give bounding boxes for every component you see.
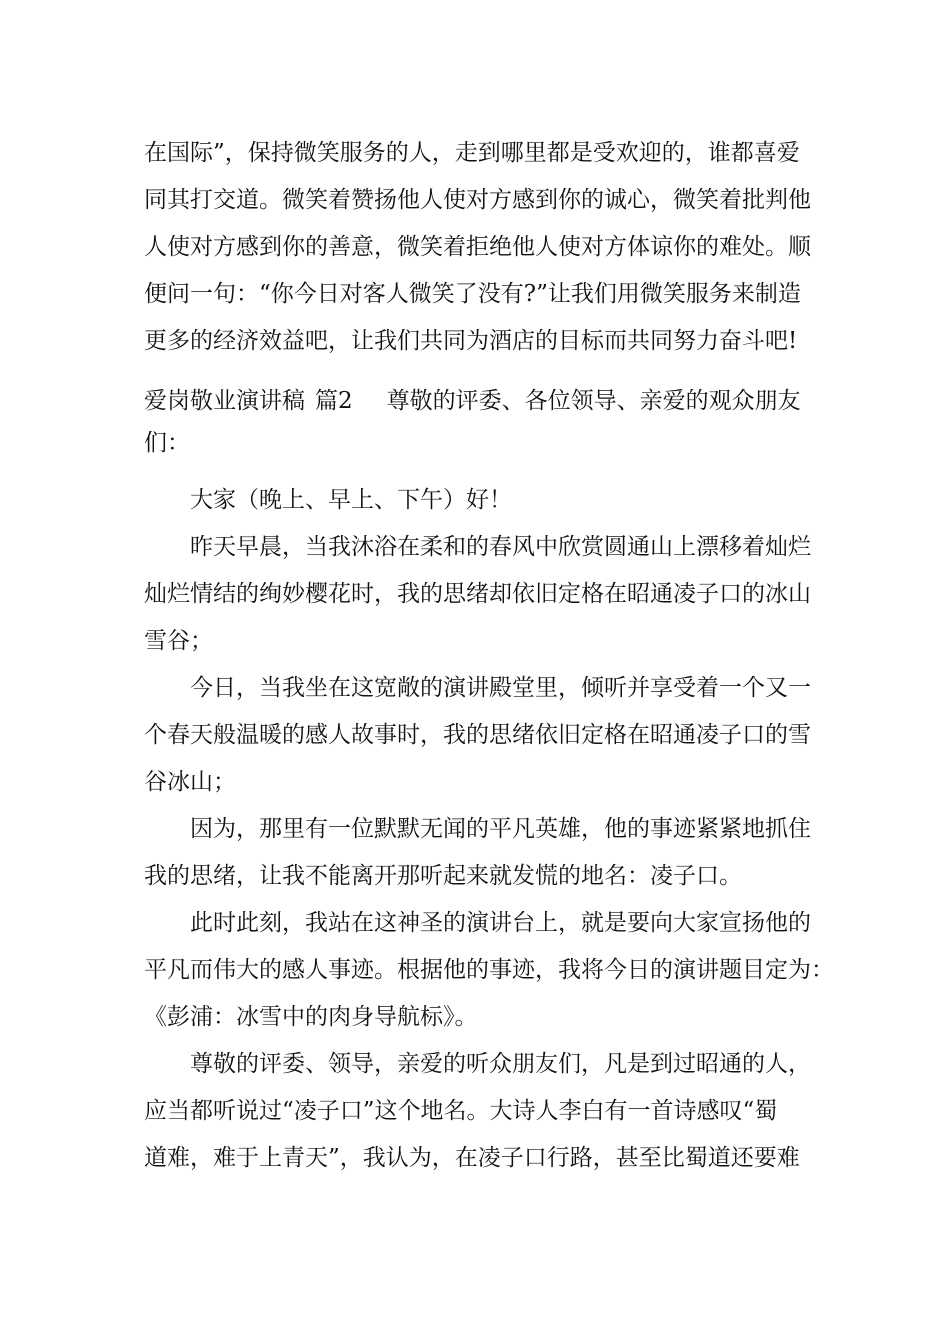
text-line: 在国际”，保持微笑服务的人，走到哪里都是受欢迎的，谁都喜爱 [144, 140, 800, 166]
text-line: 因为，那里有一位默默无闻的平凡英雄，他的事迹紧紧地抓住 [190, 816, 811, 842]
section-part: 篇2 [315, 388, 353, 414]
heading-line [144, 380, 816, 422]
text-line: 昨天早晨，当我沐浴在柔和的春风中欣赏圆通山上漂移着灿烂 [190, 534, 811, 560]
text-line: 平凡而伟大的感人事迹。根据他的事迹，我将今日的演讲题目定为： [144, 957, 834, 983]
text-line: 此时此刻，我站在这神圣的演讲台上，就是要向大家宣扬他的 [190, 910, 811, 936]
text-line: 个春天般温暖的感人故事时，我的思绪依旧定格在昭通凌子口的雪 [144, 722, 811, 748]
text-line: 《彭浦：冰雪中的肉身导航标》。 [144, 1004, 478, 1030]
text-line: 大家（晚上、早上、下午）好！ [190, 487, 512, 513]
salutation-start: 尊敬的评委、各位领导、亲爱的观众朋友 [386, 388, 801, 414]
text-line: 道难，难于上青天”，我认为，在凌子口行路，甚至比蜀道还要难 [144, 1145, 800, 1171]
text-line: 雪谷； [144, 628, 213, 654]
text-line: 谷冰山； [144, 769, 236, 795]
paragraph-because [144, 806, 816, 900]
text-line: 人使对方感到你的善意，微笑着拒绝他人使对方体谅你的难处。顺 [144, 234, 811, 260]
text-line: 应当都听说过“凌子口”这个地名。大诗人李白有一首诗感叹“蜀 [144, 1098, 778, 1124]
section-heading [144, 380, 816, 464]
intro-paragraph [144, 130, 816, 365]
text-line: 今日，当我坐在这宽敞的演讲殿堂里，倾听并享受着一个又一 [190, 675, 811, 701]
text-line: 便问一句：“你今日对客人微笑了没有?”让我们用微笑服务来制造 [144, 281, 801, 307]
body-paragraphs [144, 477, 834, 1182]
paragraph-today [144, 665, 816, 806]
text-line: 我的思绪，让我不能离开那听起来就发慌的地名：凌子口。 [144, 863, 742, 889]
paragraph-now [144, 900, 834, 1041]
paragraph-greeting [144, 477, 816, 524]
text-line: 更多的经济效益吧，让我们共同为酒店的目标而共同努力奋斗吧! [144, 328, 798, 354]
paragraph-yesterday [144, 524, 816, 665]
text-line: 灿烂情结的绚妙樱花时，我的思绪却依旧定格在昭通凌子口的冰山 [144, 581, 811, 607]
salutation-end: 们： [144, 430, 190, 456]
text-line: 同其打交道。微笑着赞扬他人使对方感到你的诚心，微笑着批判他 [144, 187, 811, 213]
section-title: 爱岗敬业演讲稿 [144, 388, 305, 414]
paragraph-respected [144, 1041, 816, 1182]
text-line: 尊敬的评委、领导，亲爱的听众朋友们，凡是到过昭通的人， [190, 1051, 811, 1077]
